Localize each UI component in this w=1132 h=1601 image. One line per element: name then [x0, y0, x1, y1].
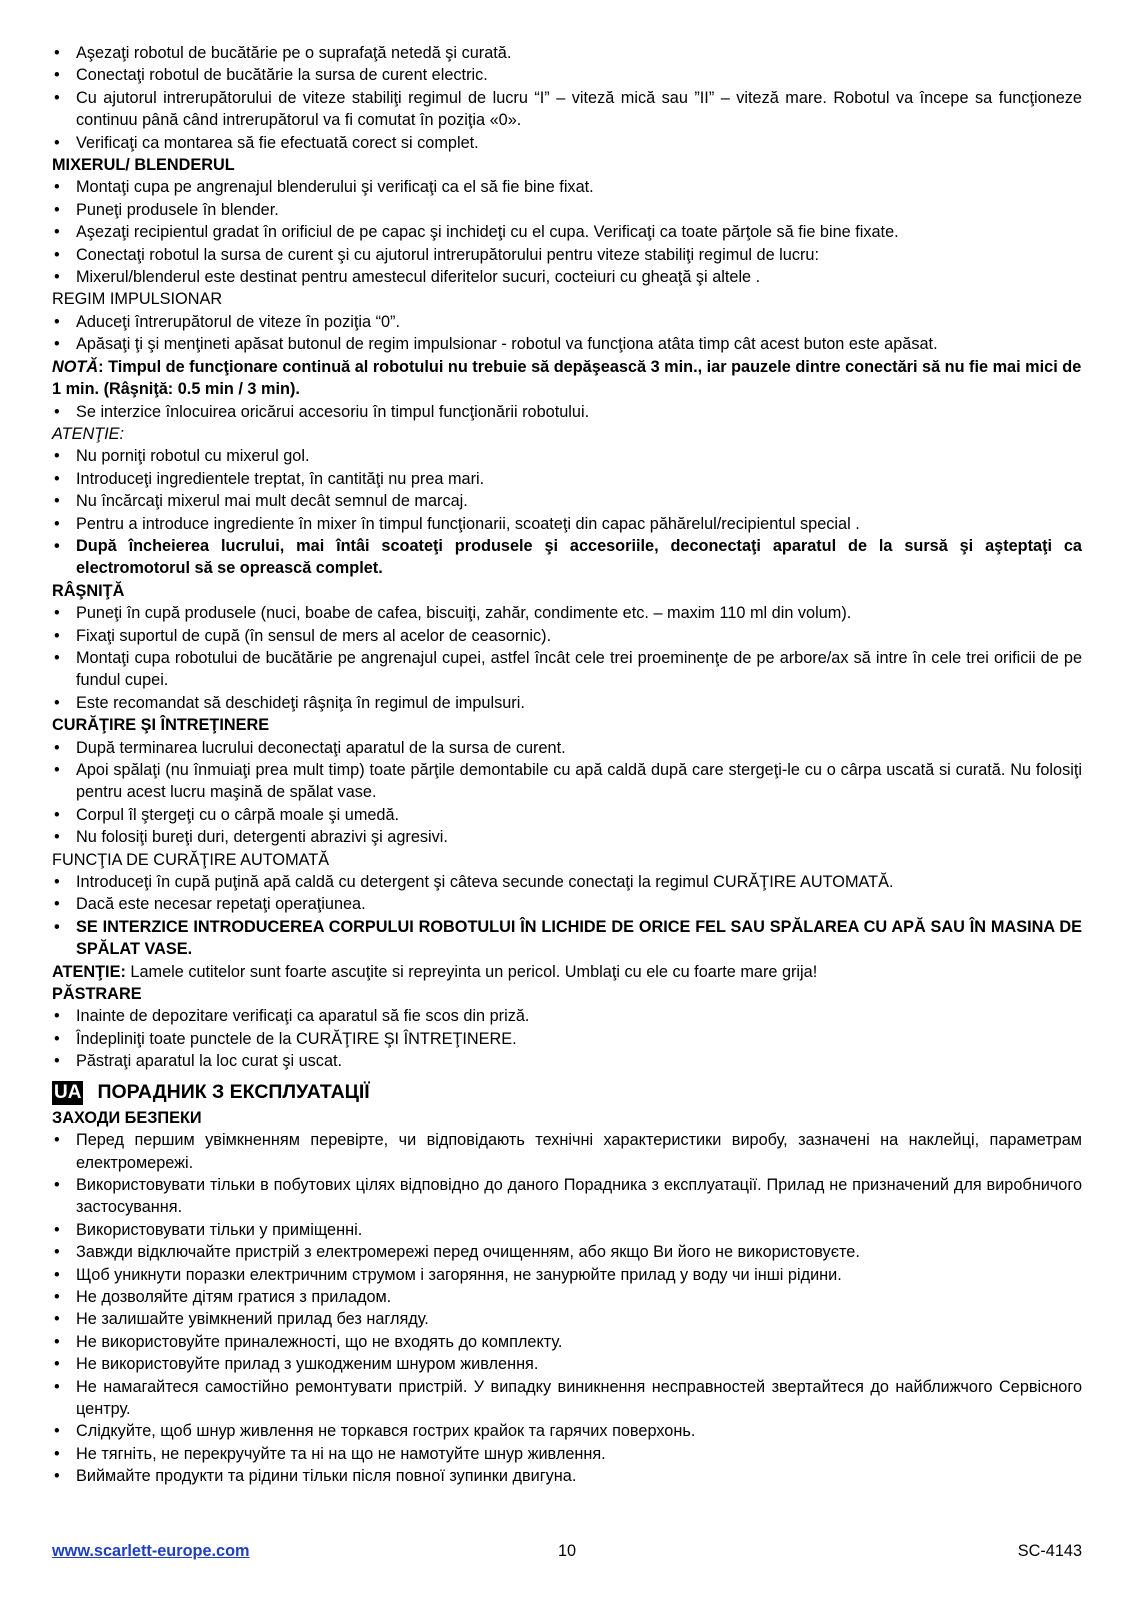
list-item: • Nu folosiţi bureţi duri, detergenti abrazivi şi agresivi.: [52, 826, 1082, 848]
language-badge: UA: [54, 1081, 82, 1103]
list-item: • Cu ajutorul intrerupătorului de viteze stabiliţi regimul de lucru “I” – viteză mică sau ”II” – viteză mare. Robotul va începe sa funcţioneze continuu până când intrerupătorul va fi comutat în poziţia «0».: [52, 87, 1082, 132]
list-item: • După terminarea lucrului deconectaţi aparatul de la sursa de curent.: [52, 737, 1082, 759]
list-item: • Este recomandat să deschideţi râşniţa în regimul de impulsuri.: [52, 692, 1082, 714]
list-item: • Apoi spălaţi (nu înmuiaţi prea mult timp) toate părţile demontabile cu apă caldă după care stergeţi-le cu o cârpa uscată si curată. Nu folosiţi pentru acest lucru maşină de spălat vase.: [52, 759, 1082, 804]
list-item: • Se interzice înlocuirea oricărui accesoriu în timpul funcţionării robotului.: [52, 401, 1082, 423]
list-item: • Не використовуйте приналежності, що не входять до комплекту.: [52, 1331, 1082, 1353]
model-number: SC-4143: [1017, 1542, 1082, 1560]
website-link[interactable]: www.scarlett-europe.com: [52, 1542, 250, 1560]
section-heading: CURĂŢIRE ŞI ÎNTREŢINERE: [52, 716, 270, 735]
list-item: • Inainte de depozitare verificaţi ca aparatul să fie scos din priză.: [52, 1005, 1082, 1027]
subheading: REGIM IMPULSIONAR: [52, 290, 223, 309]
list-item: • Dacă este necesar repetaţi operaţiunea.: [52, 893, 1082, 915]
list-item: • Nu porniţi robotul cu mixerul gol.: [52, 445, 1082, 467]
list-item: • Montaţi cupa pe angrenajul blenderului şi verificaţi ca el să fie bine fixat.: [52, 176, 1082, 198]
list-item: • Conectaţi robotul de bucătărie la sursa de curent electric.: [52, 64, 1082, 86]
list-item: • Не використовуйте прилад з ушкодженим шнуром живлення.: [52, 1353, 1082, 1375]
list-item: • Слідкуйте, щоб шнур живлення не торкався гострих крайок та гарячих поверхонь.: [52, 1420, 1082, 1442]
list-item: • Pentru a introduce ingrediente în mixer în timpul funcţionarii, scoateţi din capac păhărelul/recipientul special .: [52, 513, 1082, 535]
list-item: • Puneţi în cupă produsele (nuci, boabe de cafea, biscuiţi, zahăr, condimente etc. – maxim 110 ml din volum).: [52, 602, 1082, 624]
list-item: • Використовувати тільки у приміщенні.: [52, 1219, 1082, 1241]
list-item: • Apăsaţi ţi şi menţineti apăsat butonul de regim impulsionar - robotul va funcţiona atâta timp cât acest buton este apăsat.: [52, 333, 1082, 355]
section-heading: ЗАХОДИ БЕЗПЕКИ: [52, 1108, 202, 1127]
note-paragraph: [52, 356, 1082, 401]
romanian-section: [52, 42, 1082, 1073]
page-footer: [52, 1542, 1082, 1566]
list-item: • Montaţi cupa robotului de bucătărie pe angrenajul cupei, astfel încât cele trei proeminenţe de pe arbore/ax să intre în cele trei orificii de pe fundul cupei.: [52, 647, 1082, 692]
list-item: • Mixerul/blenderul este destinat pentru amestecul diferitelor sucuri, cocteiuri cu gheaţă şi altele .: [52, 266, 1082, 288]
warning-text: Lamele cutitelor sunt foarte ascuţite si repreyinta un pericol. Umblaţi cu ele cu foarte mare grija!: [125, 962, 818, 981]
warning-paragraph: [52, 961, 1082, 983]
page-number: 10: [557, 1542, 577, 1560]
list-item: • Виймайте продукти та рідини тільки після повної зупинки двигуна.: [52, 1465, 1082, 1487]
list-item: • După încheierea lucrului, mai întâi scoateţi produsele şi accesoriile, deconectaţi aparatul de la sursă şi aşteptaţi ca electromotorul să se oprească complet.: [52, 535, 1082, 580]
section-title: ПОРАДНИК З ЕКСПЛУАТАЦІЇ: [97, 1081, 370, 1104]
list-item: • Introduceţi în cupă puţină apă caldă cu detergent şi câteva secunde conectaţi la regimul CURĂŢIRE AUTOMATĂ.: [52, 871, 1082, 893]
list-item: • Aşezaţi robotul de bucătărie pe o suprafaţă netedă şi curată.: [52, 42, 1082, 64]
warning-label: ATENŢIE:: [52, 962, 126, 981]
list-item: • Corpul îl ştergeţi cu o cârpă moale şi umedă.: [52, 804, 1082, 826]
list-item: • Не намагайтеся самостійно ремонтувати пристрій. У випадку виникнення несправностей звертайтеся до найближчого Сервісного центру.: [52, 1376, 1082, 1421]
ukrainian-section: [52, 1129, 1082, 1488]
note-label: NOTĂ: [52, 357, 99, 376]
list-item: • Puneţi produsele în blender.: [52, 199, 1082, 221]
section-heading: RÂŞNIŢĂ: [52, 581, 125, 600]
warning-label: ATENŢIE:: [52, 424, 125, 443]
list-item: • Завжди відключайте пристрій з електромережі перед очищенням, або якщо Ви його не використовуєте.: [52, 1241, 1082, 1263]
list-item: • Не тягніть, не перекручуйте та ні на що не намотуйте шнур живлення.: [52, 1443, 1082, 1465]
list-item: • Щоб уникнути поразки електричним струмом і загоряння, не занурюйте прилад у воду чи інші рідини.: [52, 1264, 1082, 1286]
list-item: • Перед першим увімкненням перевірте, чи відповідають технічні характеристики виробу, зазначені на наклейці, параметрам електромережі.: [52, 1129, 1082, 1174]
list-item: • Використовувати тільки в побутових цілях відповідно до даного Порадника з експлуатації. Прилад не призначений для виробничого застосування.: [52, 1174, 1082, 1219]
list-item: • Introduceţi ingredientele treptat, în cantităţi nu prea mari.: [52, 468, 1082, 490]
list-item: • Aduceţi întrerupătorul de viteze în poziţia “0”.: [52, 311, 1082, 333]
list-item: • Aşezaţi recipientul gradat în orificiul de pe capac şi inchideţi cu el cupa. Verificaţi ca toate părţole să fie bine fixate.: [52, 221, 1082, 243]
list-item: • Не залишайте увімкнений прилад без нагляду.: [52, 1308, 1082, 1330]
list-item: • SE INTERZICE INTRODUCEREA CORPULUI ROBOTULUI ÎN LICHIDE DE ORICE FEL SAU SPĂLAREA CU APĂ SAU ÎN MASINA DE SPĂLAT VASE.: [52, 916, 1082, 961]
list-item: • Nu încărcaţi mixerul mai mult decât semnul de marcaj.: [52, 490, 1082, 512]
section-heading: MIXERUL/ BLENDERUL: [52, 156, 235, 175]
list-item: • Conectaţi robotul la sursa de curent şi cu ajutorul intrerupătorului pentru viteze stabiliţi regimul de lucru:: [52, 244, 1082, 266]
ua-section-header: [52, 1079, 1082, 1107]
note-text: : Timpul de funcţionare continuă al robotului nu trebuie să depăşească 3 min., iar pauzele dintre conectări să nu fie mai mici de 1 min. (Râşniţă: 0.5 min / 3 min).: [52, 357, 1082, 399]
list-item: • Не дозволяйте дітям гратися з приладом.: [52, 1286, 1082, 1308]
list-item: • Verificaţi ca montarea să fie efectuată corect si complet.: [52, 132, 1082, 154]
subheading: FUNCŢIA DE CURĂŢIRE AUTOMATĂ: [52, 850, 330, 869]
document-body: [52, 42, 1082, 1488]
section-heading: PĂSTRARE: [52, 985, 142, 1004]
list-item: • Fixaţi suportul de cupă (în sensul de mers al acelor de ceasornic).: [52, 625, 1082, 647]
list-item: • Păstraţi aparatul la loc curat şi uscat.: [52, 1050, 1082, 1072]
list-item: • Îndepliniţi toate punctele de la CURĂŢIRE ŞI ÎNTREŢINERE.: [52, 1028, 1082, 1050]
